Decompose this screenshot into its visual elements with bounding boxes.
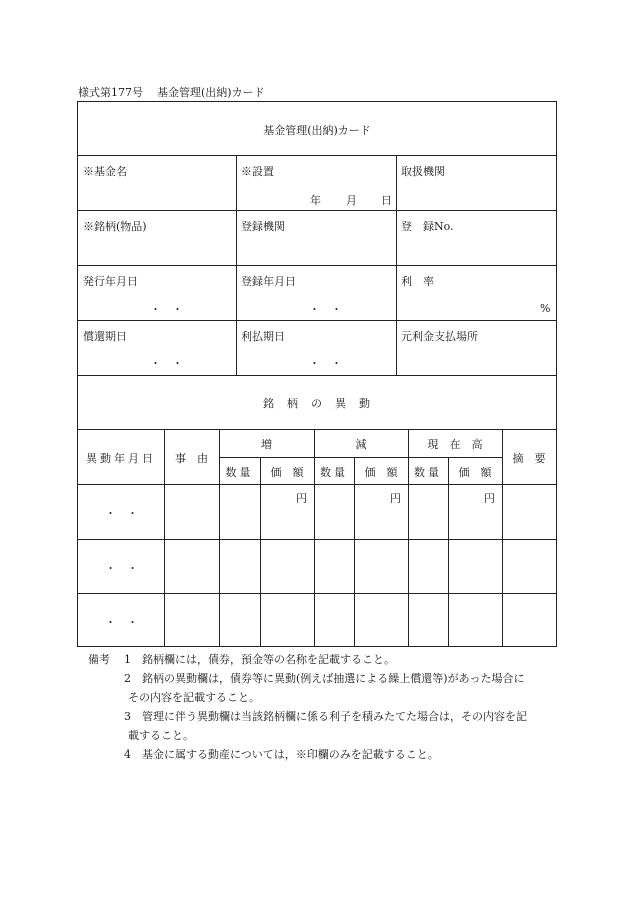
issue-name-label: ※銘柄(物品) <box>83 220 147 233</box>
established-label: ※設置 <box>241 165 274 178</box>
issue-date-label: 発行年月日 <box>83 275 138 288</box>
note-text: 基金に属する動産については，※印欄のみを記載すること。 <box>142 748 439 761</box>
issue-date-dots: ・ ・ <box>150 303 183 316</box>
handling-agency-label: 取扱機関 <box>401 165 445 178</box>
redemption-date-label: 償還期日 <box>83 330 127 343</box>
notes-lead: 備考 <box>88 653 110 666</box>
balance-header: 現 在 高 <box>427 438 483 451</box>
divider <box>236 155 237 375</box>
divider <box>78 210 556 211</box>
divider <box>260 457 261 647</box>
decrease-quantity-header: 数量 <box>320 466 348 479</box>
balance-amount-header: 価 額 <box>458 466 492 479</box>
divider <box>219 429 220 647</box>
yen-decrease: 円 <box>390 492 401 505</box>
divider <box>78 429 556 430</box>
form-number: 様式第177号 <box>78 86 143 99</box>
table-row-date-dots: ・ ・ <box>105 562 138 575</box>
increase-amount-header: 価 額 <box>270 466 304 479</box>
divider <box>78 539 556 540</box>
redemption-date-dots: ・ ・ <box>150 357 183 370</box>
divider <box>78 155 556 156</box>
form-title: 基金管理(出納)カード <box>157 86 265 99</box>
decrease-amount-header: 価 額 <box>364 466 398 479</box>
divider <box>78 484 556 485</box>
note-text: 銘柄欄には，債券，預金等の名称を記載すること。 <box>142 653 395 666</box>
form-header <box>78 84 265 100</box>
note-number: 4 <box>124 748 131 761</box>
change-date-header: 異動年月日 <box>86 452 156 465</box>
table-row-date-dots: ・ ・ <box>105 616 138 629</box>
reason-header: 事 由 <box>175 452 208 465</box>
increase-quantity-header: 数量 <box>225 466 254 479</box>
divider <box>78 320 556 321</box>
interest-payment-date-label: 利払期日 <box>241 330 285 343</box>
changes-section-title: 銘 柄 の 異 動 <box>263 397 371 410</box>
balance-quantity-header: 数量 <box>414 466 442 479</box>
yen-increase: 円 <box>296 492 307 505</box>
divider <box>354 457 355 647</box>
day-label: 日 <box>381 194 392 207</box>
increase-header: 増 <box>261 438 272 451</box>
interest-payment-date-dots: ・ ・ <box>309 357 342 370</box>
registration-agency-label: 登録機関 <box>241 220 285 233</box>
fund-management-card <box>77 101 557 647</box>
note-text: 載すること。 <box>128 729 194 742</box>
note-text: その内容を記載すること。 <box>128 691 260 704</box>
registration-date-dots: ・ ・ <box>309 303 342 316</box>
table-row-date-dots: ・ ・ <box>105 507 138 520</box>
divider <box>78 593 556 594</box>
note-text: 管理に伴う異動欄は当該銘柄欄に係る利子を積みたてた場合は，その内容を記 <box>142 710 527 723</box>
note-number: 2 <box>124 672 131 685</box>
divider <box>219 457 502 458</box>
month-label: 月 <box>346 194 357 207</box>
divider <box>314 429 315 647</box>
divider <box>448 457 449 647</box>
divider <box>396 155 397 375</box>
note-number: 1 <box>124 653 131 666</box>
percent-sign: % <box>540 302 551 315</box>
registration-no-label: 登 録No. <box>401 220 454 233</box>
divider <box>78 265 556 266</box>
decrease-header: 減 <box>355 438 367 451</box>
note-number: 3 <box>124 710 131 723</box>
divider <box>78 375 556 376</box>
note-text: 銘柄の異動欄は，債券等に異動(例えば抽選による繰上償還等)があった場合に <box>142 672 525 685</box>
remarks-header: 摘 要 <box>512 452 546 465</box>
card-title: 基金管理(出納)カード <box>263 124 371 137</box>
notes <box>88 650 558 764</box>
year-label: 年 <box>310 194 321 207</box>
divider <box>408 429 409 647</box>
yen-balance: 円 <box>484 492 495 505</box>
registration-date-label: 登録年月日 <box>241 275 296 288</box>
interest-rate-label: 利 率 <box>401 275 434 288</box>
payment-place-label: 元利金支払場所 <box>401 330 478 343</box>
fund-name-label: ※基金名 <box>83 165 127 178</box>
